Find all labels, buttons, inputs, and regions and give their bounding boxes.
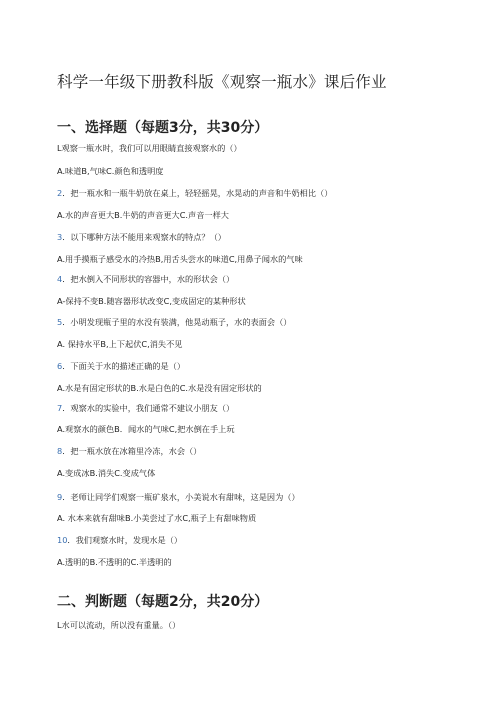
- question-text: ．老师让同学们观察一瓶矿泉水，小美说水有甜味，这是因为（）: [62, 492, 300, 502]
- question-line: [57, 317, 291, 328]
- options-text: A.变成冰B.消失C.变成气体: [57, 468, 156, 478]
- options-line: [57, 339, 182, 350]
- options-line: [57, 557, 172, 568]
- options-line: [57, 296, 246, 307]
- options-line: [57, 166, 163, 177]
- question-text: ．下面关于水的描述正确的是（）: [62, 361, 186, 371]
- options-line: [57, 424, 235, 435]
- options-text: A.水的声音更大B.牛奶的声音更大C.声音一样大: [57, 210, 229, 220]
- question-number: 7: [57, 403, 63, 413]
- options-line: [57, 254, 303, 265]
- question-text: L观察一瓶水时，我们可以用眼睛直接观察水的（）: [57, 143, 242, 153]
- options-line: [57, 468, 155, 479]
- question-line: [57, 274, 234, 285]
- question-text: ．观察水的实验中，我们通常不建议小朋友（）: [62, 403, 235, 413]
- question-number: 2: [57, 188, 63, 198]
- question-number: 10: [57, 535, 68, 545]
- options-text: A.用手摸瓶子感受水的冷热B,用舌头尝水的味道C,用鼻子闻水的气味: [57, 254, 303, 264]
- question-line: [57, 535, 182, 546]
- question-line: [57, 361, 185, 372]
- question-line: [57, 620, 180, 631]
- question-text: L水可以流动，所以没有重量。（）: [57, 620, 181, 630]
- question-line: [57, 403, 234, 414]
- options-text: A-保持不变B.随容器形状改变C,变成固定的某种形状: [57, 296, 246, 306]
- question-line: [57, 446, 201, 457]
- options-line: [57, 210, 229, 221]
- question-text: ．以下哪种方法不能用来观察水的特点？（）: [62, 232, 226, 242]
- options-line: [57, 513, 256, 524]
- options-text: A.味道B,气味C.颜色和透明度: [57, 166, 164, 176]
- options-text: A. 水本来就有甜味B.小美尝过了水C,瓶子上有甜味物质: [57, 513, 257, 523]
- options-text: A.观察水的颜色B．闻水的气味C,把水倒在手上玩: [57, 424, 235, 434]
- question-text: ．小明发现瓶子里的水没有装满，他晃动瓶子，水的表面会（）: [62, 317, 292, 327]
- question-text: ．把一瓶水和一瓶牛奶放在桌上，轻轻摇晃，水晃动的声音和牛奶相比（）: [62, 188, 333, 198]
- options-text: A. 保持水平B,上下起伏C,消失不见: [57, 339, 183, 349]
- question-number: 3: [57, 232, 63, 242]
- document-title: 科学一年级下册教科版《观察一瓶水》课后作业: [57, 73, 387, 91]
- question-text: ．把水倒入不同形状的容器中，水的形状会（）: [62, 274, 235, 284]
- question-line: [57, 232, 226, 243]
- question-line: [57, 188, 332, 199]
- question-number: 6: [57, 361, 63, 371]
- question-number: 5: [57, 317, 63, 327]
- question-number: 4: [57, 274, 63, 284]
- question-text: ．把一瓶水放在冰箱里冷冻，水会（）: [62, 446, 202, 456]
- section-heading-choice: 一、选择题（每题3分，共30分）: [57, 120, 269, 136]
- options-text: A.透明的B.不透明的C.半透明的: [57, 557, 172, 567]
- section-heading-judge: 二、判断题（每题2分，共20分）: [57, 594, 269, 610]
- options-line: [57, 383, 262, 394]
- question-number: 8: [57, 446, 63, 456]
- question-number: 9: [57, 492, 63, 502]
- question-text: ．我们观察水时，发现水是（）: [67, 535, 183, 545]
- question-line: [57, 492, 300, 503]
- options-text: A.水是有固定形状的B.水是白色的C.水是没有固定形状的: [57, 383, 262, 393]
- question-line: [57, 143, 242, 154]
